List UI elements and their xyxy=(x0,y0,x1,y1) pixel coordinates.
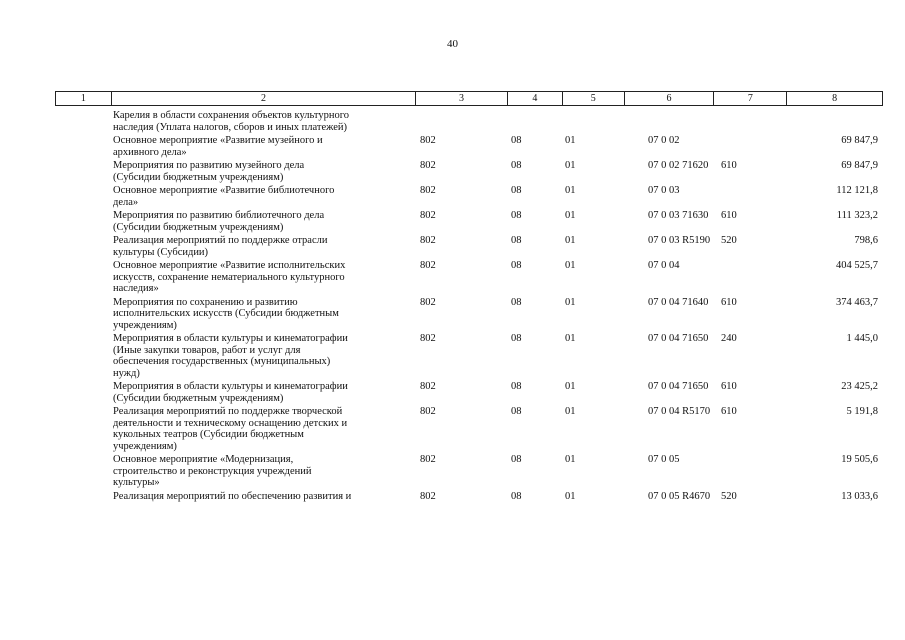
table-cell: 01 xyxy=(565,454,576,465)
table-cell xyxy=(55,491,111,503)
table-cell xyxy=(55,185,111,208)
table-cell: 07 0 03 71630 xyxy=(648,210,709,221)
table-cell: 802 xyxy=(420,381,436,392)
table-cell: Мероприятия по развитию библиотечного дела (Субсидии бюджетным учреждениям) xyxy=(113,210,325,233)
table-cell: 07 0 04 71650 xyxy=(648,381,709,392)
table-cell: 01 xyxy=(565,490,576,502)
table-row xyxy=(55,210,883,233)
table-cell: 07 0 03 R5190 xyxy=(648,235,711,246)
table-cell: Реализация мероприятий по обеспечению развития и xyxy=(113,490,352,502)
table-cell xyxy=(715,110,788,133)
header-cell: 2 xyxy=(112,92,416,105)
table-cell: 240 xyxy=(721,333,737,344)
table-cell xyxy=(55,135,111,158)
table-row xyxy=(55,235,883,258)
table-cell: Мероприятия в области культуры и кинематографии (Иные закупки товаров, работ и услуг для обеспечения государственных (муниципальных) нужд) xyxy=(113,333,348,379)
table-cell: 610 xyxy=(721,406,737,417)
table-cell: 802 xyxy=(420,135,436,146)
table-cell: 08 xyxy=(511,235,522,246)
header-cell: 5 xyxy=(563,92,625,105)
table-cell xyxy=(788,110,883,133)
table-cell: 08 xyxy=(511,210,522,221)
table-cell xyxy=(715,135,788,158)
table-cell: 01 xyxy=(565,235,576,246)
table-cell xyxy=(55,210,111,233)
table-row xyxy=(55,454,883,489)
table-cell: 23 425,2 xyxy=(841,381,878,392)
table-cell: 07 0 04 R5170 xyxy=(648,406,711,417)
table-cell: 01 xyxy=(565,406,576,417)
table-cell: 802 xyxy=(420,210,436,221)
table-cell: 802 xyxy=(420,160,436,171)
table-cell: 07 0 05 R4670 xyxy=(648,490,711,502)
table-cell: 07 0 05 xyxy=(648,454,680,465)
table-row xyxy=(55,135,883,158)
table-cell: 07 0 04 xyxy=(648,260,680,271)
table-cell xyxy=(55,297,111,332)
table-cell: 374 463,7 xyxy=(836,296,878,308)
table-cell: 08 xyxy=(511,135,522,146)
table-body xyxy=(55,110,883,504)
table-cell: 01 xyxy=(565,185,576,196)
table-cell: Основное мероприятие «Развитие исполнительских искусств, сохранение нематериального культурного наследия» xyxy=(113,260,346,294)
table-cell: 802 xyxy=(420,185,436,196)
header-cell: 4 xyxy=(508,92,563,105)
table-cell: 07 0 02 xyxy=(648,135,680,146)
table-cell: 802 xyxy=(420,490,436,502)
table-cell: 5 191,8 xyxy=(846,406,878,417)
table-cell: 08 xyxy=(511,333,522,344)
table-cell: 69 847,9 xyxy=(841,160,878,171)
table-cell: 08 xyxy=(511,160,522,171)
table-row xyxy=(55,260,883,295)
table-cell: 01 xyxy=(565,381,576,392)
table-cell: Основное мероприятие «Развитие библиотечного дела» xyxy=(113,185,335,208)
table-cell: 01 xyxy=(565,160,576,171)
table-cell: Основное мероприятие «Модернизация, строительство и реконструкция учреждений культуры» xyxy=(113,454,312,488)
table-cell: 802 xyxy=(420,235,436,246)
table-cell xyxy=(55,406,111,452)
table-cell: 69 847,9 xyxy=(841,135,878,146)
table-cell: 610 xyxy=(721,160,737,171)
table-cell: Мероприятия в области культуры и кинематографии (Субсидии бюджетным учреждениям) xyxy=(113,381,348,404)
table-cell: 19 505,6 xyxy=(841,454,878,465)
table-cell: 01 xyxy=(565,333,576,344)
table-cell: 08 xyxy=(511,296,522,308)
table-row xyxy=(55,297,883,332)
table-cell xyxy=(563,110,625,133)
table-cell: 802 xyxy=(420,454,436,465)
table-cell: Реализация мероприятий по поддержке творческой деятельности и техническому оснащению детских и кукольных театров (Субсидии бюджетным учреждениям) xyxy=(113,406,348,452)
table-cell: 802 xyxy=(420,406,436,417)
header-cell: 3 xyxy=(416,92,508,105)
header-cell: 7 xyxy=(714,92,787,105)
table-cell xyxy=(55,160,111,183)
table-cell: 01 xyxy=(565,260,576,271)
table-cell xyxy=(55,381,111,404)
table-cell xyxy=(715,185,788,208)
table-cell: 610 xyxy=(721,381,737,392)
header-cell: 8 xyxy=(832,93,838,104)
page-number: 40 xyxy=(447,38,458,50)
header-cell: 1 xyxy=(56,92,112,105)
table-cell xyxy=(55,260,111,295)
table-cell: 111 323,2 xyxy=(836,210,878,221)
table-cell: 802 xyxy=(420,260,436,271)
table-cell: 01 xyxy=(565,296,576,308)
table-cell xyxy=(625,110,715,133)
table-cell: 1 445,0 xyxy=(846,333,878,344)
table-cell: Мероприятия по сохранению и развитию исполнительских искусств (Субсидии бюджетным учреждениям) xyxy=(113,296,339,331)
table-row xyxy=(55,185,883,208)
table-row xyxy=(55,406,883,452)
table-cell xyxy=(508,110,563,133)
table-cell: 08 xyxy=(511,406,522,417)
table-cell: Мероприятия по развитию музейного дела (Субсидии бюджетным учреждениям) xyxy=(113,160,305,183)
table-cell xyxy=(55,110,111,133)
table-cell: 13 033,6 xyxy=(841,490,878,502)
table-cell: 08 xyxy=(511,260,522,271)
table-cell: Карелия в области сохранения объектов культурного наследия (Уплата налогов, сборов и иных платежей) xyxy=(113,110,349,133)
table-cell: 07 0 03 xyxy=(648,185,680,196)
table-cell: 404 525,7 xyxy=(836,260,878,271)
table-cell: 112 121,8 xyxy=(836,185,878,196)
table-cell: 610 xyxy=(721,210,737,221)
table-cell xyxy=(55,333,111,379)
table-cell xyxy=(55,454,111,489)
table-row xyxy=(55,381,883,404)
table-cell xyxy=(715,260,788,295)
table-cell: 798,6 xyxy=(854,235,878,246)
table-cell: 07 0 04 71650 xyxy=(648,333,709,344)
table-cell: 01 xyxy=(565,135,576,146)
table-cell: 08 xyxy=(511,454,522,465)
table-cell: 07 0 04 71640 xyxy=(648,296,709,308)
table-cell: 802 xyxy=(420,333,436,344)
table-row xyxy=(55,110,883,133)
table-row xyxy=(55,160,883,183)
table-cell xyxy=(55,235,111,258)
table-cell: 08 xyxy=(511,490,522,502)
table-cell: 07 0 02 71620 xyxy=(648,160,709,171)
table-cell xyxy=(416,110,508,133)
header-cell: 6 xyxy=(625,92,715,105)
table-cell xyxy=(715,454,788,489)
table-header-row xyxy=(55,91,883,106)
table-cell: 520 xyxy=(721,490,737,502)
table-cell: Реализация мероприятий по поддержке отрасли культуры (Субсидии) xyxy=(113,235,328,258)
table-row xyxy=(55,333,883,379)
table-cell: 610 xyxy=(721,296,737,308)
table-cell: 08 xyxy=(511,381,522,392)
table-cell: 01 xyxy=(565,210,576,221)
table-cell: Основное мероприятие «Развитие музейного и архивного дела» xyxy=(113,135,323,158)
table-cell: 520 xyxy=(721,235,737,246)
table-row xyxy=(55,491,883,503)
table-cell: 802 xyxy=(420,296,436,308)
table-cell: 08 xyxy=(511,185,522,196)
